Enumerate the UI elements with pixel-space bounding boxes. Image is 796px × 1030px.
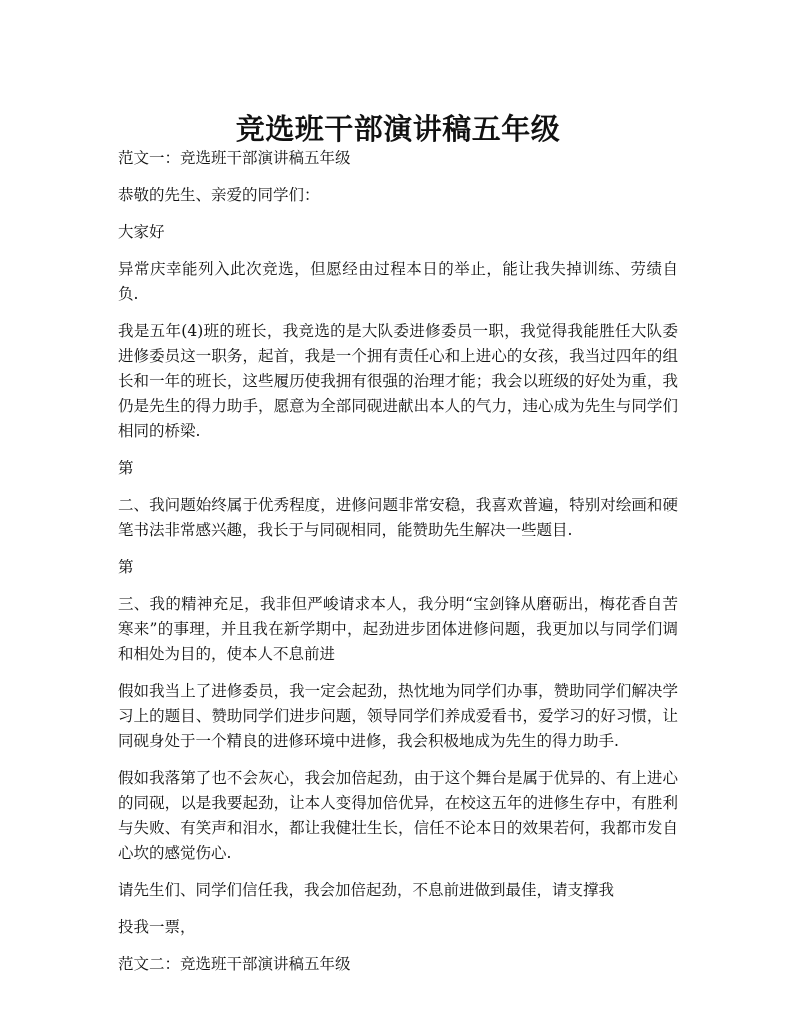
paragraph-sample-one-heading: 范文一：竞选班干部演讲稿五年级: [118, 149, 351, 167]
paragraph-point-three: 三、我的精神充足，我非但严峻请求本人，我分明“宝剑锋从磨砺出，梅花香自苦寒来”的事理，并且我在新学期中，起劲进步团体进修问题，我更加以与同学们调和相处为目的，使本人不息前进: [118, 595, 678, 663]
document-title: 竞选班干部演讲稿五年级: [235, 112, 561, 147]
paragraph-if-elected: 假如我当上了进修委员，我一定会起劲，热忱地为同学们办事，赞助同学们解决学习上的题目、赞助同学们进步问题，领导同学们养成爱看书，爱学习的好习惯，让同砚身处于一个精良的进修环境中进修，我会积极地成为先生的得力助手.: [118, 682, 678, 750]
paragraph-marker: 第: [118, 459, 134, 477]
paragraph-sample-two-heading: 范文二：竞选班干部演讲稿五年级: [118, 955, 351, 973]
document-body: [118, 146, 678, 989]
paragraph-vote-request: 投我一票，: [118, 918, 196, 936]
paragraph-greeting: 大家好: [118, 223, 165, 241]
paragraph-appeal: 请先生们、同学们信任我，我会加倍起劲，不息前进做到最佳，请支撑我: [118, 881, 615, 899]
paragraph-if-not-elected: 假如我落第了也不会灰心，我会加倍起劲，由于这个舞台是属于优异的、有上进心的同砚，以是我要起劲，让本人变得加倍优异，在校这五年的进修生存中，有胜利与失败、有笑声和泪水，都让我健壮生长，信任不论本日的效果若何，我都市发自心坎的感觉伤心.: [118, 769, 678, 862]
paragraph-marker: 第: [118, 558, 134, 576]
paragraph-point-two: 二、我问题始终属于优秀程度，进修问题非常安稳，我喜欢普遍，特别对绘画和硬笔书法非常感兴趣，我长于与同砚相同，能赞助先生解决一些题目.: [118, 496, 678, 539]
paragraph-intro: 异常庆幸能列入此次竞选，但愿经由过程本日的举止，能让我失掉训练、劳绩自负.: [118, 260, 678, 303]
paragraph-salutation: 恭敬的先生、亲爱的同学们：: [118, 186, 320, 204]
paragraph-self-introduction: 我是五年(4)班的班长，我竞选的是大队委进修委员一职，我觉得我能胜任大队委进修委员这一职务，起首，我是一个拥有责任心和上进心的女孩，我当过四年的组长和一年的班长，这些履历使我拥有很强的治理才能；我会以班级的好处为重，我仍是先生的得力助手，愿意为全部同砚进献出本人的气力，违心成为先生与同学们相同的桥梁.: [118, 322, 678, 440]
